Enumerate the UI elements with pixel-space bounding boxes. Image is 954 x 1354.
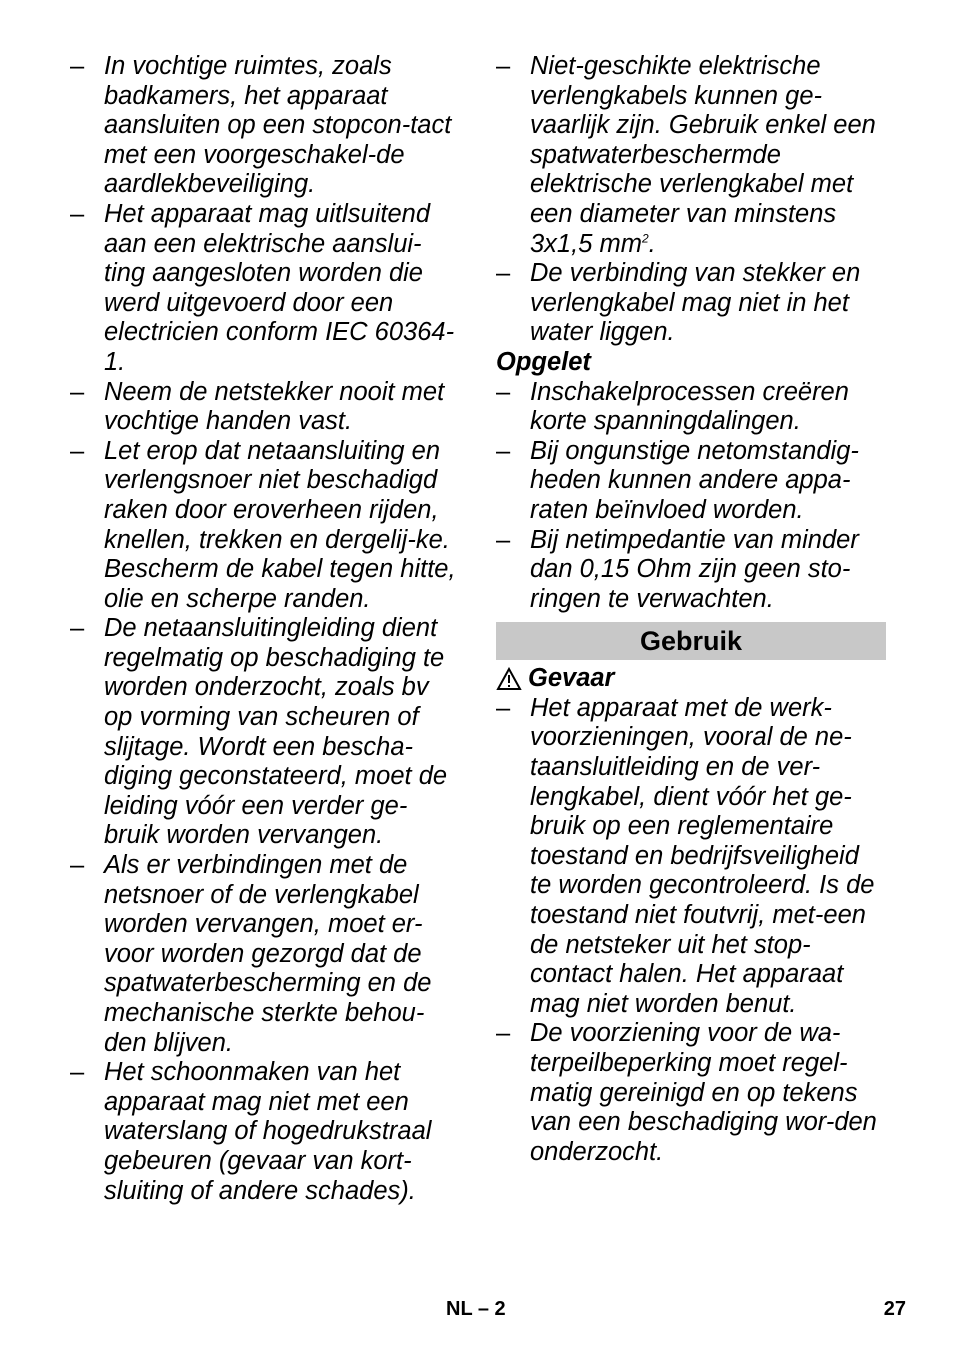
gevaar-heading-row: [496, 664, 886, 694]
gevaar-heading: Gevaar: [528, 664, 615, 693]
item-text: Het schoonmaken van het apparaat mag niet met een waterslang of hogedrukstraal gebeuren (gevaar van kort-sluiting of andere schades).: [104, 1058, 432, 1205]
section-title-bar: [496, 622, 886, 660]
list-item: [70, 52, 462, 200]
page-number: 27: [883, 1298, 906, 1320]
dash: –: [496, 259, 511, 288]
item-text: De voorziening voor de wa-terpeilbeperking moet regel-matig gereinigd en op tekens van een beschadiging wor-den onderzocht.: [530, 1019, 877, 1166]
list-item: [70, 614, 462, 851]
item-text: In vochtige ruimtes, zoals badkamers, het apparaat aansluiten op een stopcon-tact met een voorgeschakel-de aardlekbeveiliging.: [104, 52, 452, 199]
list-item: [496, 378, 886, 437]
item-text: Inschakelprocessen creëren korte spanningdalingen.: [530, 377, 849, 436]
list-item: [70, 1058, 462, 1206]
item-text: Let erop dat netaansluiting en verlengsnoer niet beschadigd raken door eroverheen rijden, knellen, trekken en dergelij-ke. Bescherm de kabel tegen hitte, olie en scherpe randen.: [104, 436, 456, 613]
dash: –: [496, 1019, 511, 1048]
section-title: Gebruik: [639, 625, 743, 656]
right-column: [496, 52, 886, 1167]
list-item: [496, 259, 886, 348]
item-text: De netaansluitingleiding dient regelmatig op beschadiging te worden onderzocht, zoals bv op vorming van scheuren of slijtage. Wordt een bescha-diging geconstateerd, moet de leiding vóór een verder ge-bruik worden vervangen.: [104, 614, 448, 850]
item-text: Bij netimpedantie van minder dan 0,15 Ohm zijn geen sto-ringen te verwachten.: [530, 525, 859, 613]
dash: –: [70, 436, 85, 465]
dash: –: [496, 525, 511, 554]
item-text: De verbinding van stekker en verlengkabel mag niet in het water liggen.: [530, 259, 861, 347]
warning-triangle-icon: [496, 667, 522, 691]
item-text: Niet-geschikte elektrische verlengkabels kunnen ge-vaarlijk zijn. Gebruik enkel een spatwaterbeschermde elektrische verlengkabel met een diameter van minstens 3x1,5 mm: [530, 52, 876, 258]
footer-section-code: NL – 2: [446, 1298, 506, 1320]
dash: –: [70, 851, 85, 880]
list-item: [70, 437, 462, 615]
left-column: [70, 52, 462, 1206]
dash: –: [496, 436, 511, 465]
item-text: Het apparaat mag uitlsuitend aan een elektrische aanslui-ting aangesloten worden die werd uitgevoerd door een electricien conform IEC 60364-1.: [104, 199, 455, 376]
item-end: .: [648, 229, 656, 258]
dash: –: [70, 614, 85, 643]
superscript: 2: [641, 231, 649, 246]
item-text: Als er verbindingen met de netsnoer of de verlengkabel worden vervangen, moet er-voor worden gezorgd dat de spatwaterbescherming en de mechanische sterkte behou-den blijven.: [104, 851, 432, 1057]
dash: –: [496, 693, 511, 722]
item-text: Bij ongunstige netomstandig-heden kunnen andere appa-raten beïnvloed worden.: [530, 436, 859, 524]
list-item: [496, 526, 886, 615]
item-text: Het apparaat met de werk-voorzieningen, vooral de ne-taansluitleiding en de ver-lengkabel, dient vóór het ge-bruik op een reglementaire toestand en bedrijfsveiligheid te worden gecontroleerd. Is de toestand niet foutvrij, met-een de netsteker uit het stop-contact halen. Het apparaat mag niet worden benut.: [530, 693, 875, 1018]
list-item: [70, 378, 462, 437]
list-item: [496, 694, 886, 1020]
list-item: [70, 851, 462, 1058]
list-item: [70, 200, 462, 378]
dash: –: [496, 377, 511, 406]
list-item: [496, 1019, 886, 1167]
list-item: [496, 437, 886, 526]
dash: –: [70, 1058, 85, 1087]
dash: –: [70, 52, 85, 80]
dash: –: [70, 377, 85, 406]
list-item: [496, 52, 886, 259]
item-text: Neem de netstekker nooit met vochtige handen vast.: [104, 377, 445, 436]
dash: –: [70, 199, 85, 228]
dash: –: [496, 52, 511, 80]
opgelet-heading: Opgelet: [496, 347, 591, 376]
